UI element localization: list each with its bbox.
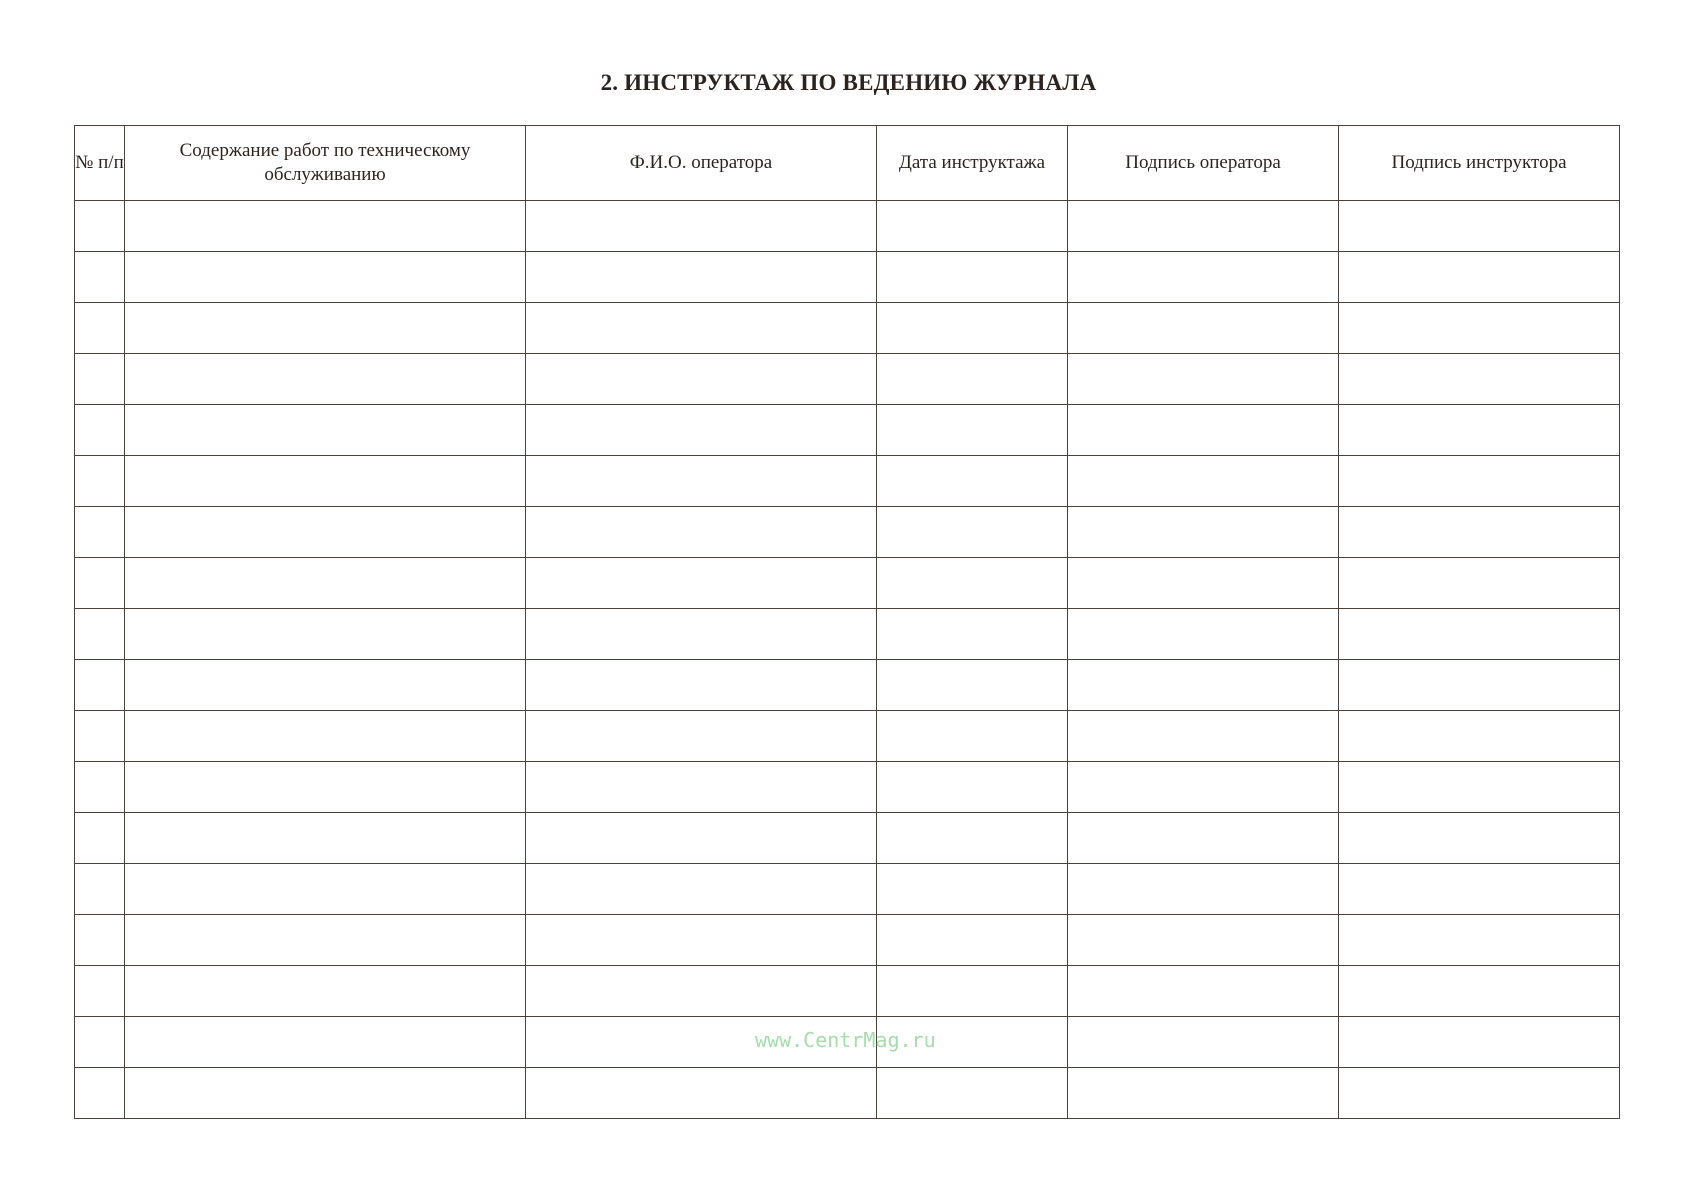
table-cell[interactable]: [1339, 354, 1620, 405]
table-cell[interactable]: [125, 660, 526, 711]
table-cell[interactable]: [877, 1068, 1068, 1119]
table-row: [75, 252, 1620, 303]
table-row: [75, 711, 1620, 762]
table-cell[interactable]: [75, 507, 125, 558]
table-cell[interactable]: [75, 966, 125, 1017]
table-cell[interactable]: [1068, 762, 1339, 813]
table-row: [75, 813, 1620, 864]
table-cell[interactable]: [125, 507, 526, 558]
table-cell[interactable]: [125, 201, 526, 252]
table-row: [75, 660, 1620, 711]
column-header-operator-name: Ф.И.О. оператора: [526, 126, 877, 201]
table-cell[interactable]: [877, 762, 1068, 813]
table-cell[interactable]: [1339, 252, 1620, 303]
table-cell[interactable]: [75, 1017, 125, 1068]
table-cell[interactable]: [877, 864, 1068, 915]
table-cell[interactable]: [75, 609, 125, 660]
journal-table: [74, 125, 1620, 1119]
table-cell[interactable]: [1068, 1017, 1339, 1068]
table-cell[interactable]: [1339, 813, 1620, 864]
table-cell[interactable]: [877, 201, 1068, 252]
table-cell[interactable]: [526, 507, 877, 558]
table-cell[interactable]: [125, 1017, 526, 1068]
table-row: [75, 966, 1620, 1017]
table-cell[interactable]: [125, 762, 526, 813]
table-cell[interactable]: [526, 1068, 877, 1119]
table-cell[interactable]: [1339, 762, 1620, 813]
table-cell[interactable]: [75, 864, 125, 915]
table-cell[interactable]: [1339, 660, 1620, 711]
table-cell[interactable]: [125, 405, 526, 456]
table-row: [75, 558, 1620, 609]
table-row: [75, 303, 1620, 354]
table-cell[interactable]: [526, 303, 877, 354]
table-cell[interactable]: [125, 915, 526, 966]
table-cell[interactable]: [75, 201, 125, 252]
table-cell[interactable]: [1339, 456, 1620, 507]
table-cell[interactable]: [1068, 201, 1339, 252]
table-cell[interactable]: [1339, 1068, 1620, 1119]
table-cell[interactable]: [75, 558, 125, 609]
table-cell[interactable]: [526, 660, 877, 711]
table-cell[interactable]: [75, 915, 125, 966]
table-cell[interactable]: [1068, 660, 1339, 711]
table-cell[interactable]: [75, 660, 125, 711]
table-cell[interactable]: [75, 456, 125, 507]
table-row: [75, 762, 1620, 813]
table-cell[interactable]: [1068, 609, 1339, 660]
table-row: [75, 405, 1620, 456]
table-cell[interactable]: [877, 813, 1068, 864]
table-header-row: [75, 126, 1620, 201]
table-cell[interactable]: [125, 558, 526, 609]
table-cell[interactable]: [877, 558, 1068, 609]
table-cell[interactable]: [75, 303, 125, 354]
column-header-instructor-signature: Подпись инструктора: [1339, 126, 1620, 201]
table-cell[interactable]: [1068, 456, 1339, 507]
column-header-number: № п/п: [75, 126, 125, 201]
table-cell[interactable]: [877, 711, 1068, 762]
table-row: [75, 456, 1620, 507]
table-cell[interactable]: [877, 507, 1068, 558]
watermark: www.CentrMag.ru: [755, 1028, 936, 1052]
table-cell[interactable]: [1068, 813, 1339, 864]
table-cell[interactable]: [526, 609, 877, 660]
table-cell[interactable]: [877, 966, 1068, 1017]
table-cell[interactable]: [877, 354, 1068, 405]
table-cell[interactable]: [1068, 405, 1339, 456]
table-cell[interactable]: [1068, 303, 1339, 354]
table-cell[interactable]: [75, 405, 125, 456]
table-cell[interactable]: [125, 303, 526, 354]
table-cell[interactable]: [1339, 915, 1620, 966]
table-cell[interactable]: [125, 609, 526, 660]
table-cell[interactable]: [125, 711, 526, 762]
table-row: [75, 915, 1620, 966]
table-cell[interactable]: [1339, 201, 1620, 252]
table-cell[interactable]: [526, 711, 877, 762]
table-cell[interactable]: [526, 864, 877, 915]
column-header-operator-signature: Подпись оператора: [1068, 126, 1339, 201]
table-cell[interactable]: [1068, 252, 1339, 303]
table-cell[interactable]: [1339, 711, 1620, 762]
table-cell[interactable]: [1068, 711, 1339, 762]
column-header-briefing-date: Дата инструктажа: [877, 126, 1068, 201]
table-cell[interactable]: [125, 252, 526, 303]
table-cell[interactable]: [1339, 864, 1620, 915]
table-cell[interactable]: [1068, 864, 1339, 915]
table-cell[interactable]: [526, 252, 877, 303]
table-cell[interactable]: [877, 915, 1068, 966]
table-cell[interactable]: [1068, 507, 1339, 558]
table-cell[interactable]: [877, 660, 1068, 711]
table-cell[interactable]: [526, 762, 877, 813]
table-cell[interactable]: [526, 405, 877, 456]
table-cell[interactable]: [75, 711, 125, 762]
table-cell[interactable]: [1339, 405, 1620, 456]
table-cell[interactable]: [125, 864, 526, 915]
table-cell[interactable]: [526, 354, 877, 405]
table-cell[interactable]: [1068, 966, 1339, 1017]
column-header-work-content: Содержание работ по техническому обслуживанию: [125, 126, 526, 201]
table-cell[interactable]: [526, 558, 877, 609]
table-cell[interactable]: [125, 813, 526, 864]
table-body: [75, 201, 1620, 1119]
table-cell[interactable]: [125, 456, 526, 507]
table-cell[interactable]: [125, 354, 526, 405]
table-cell[interactable]: [1339, 609, 1620, 660]
table-row: [75, 201, 1620, 252]
table-cell[interactable]: [1068, 558, 1339, 609]
table-cell[interactable]: [125, 966, 526, 1017]
table-cell[interactable]: [1068, 1068, 1339, 1119]
table-cell[interactable]: [877, 609, 1068, 660]
page-title: 2. ИНСТРУКТАЖ ПО ВЕДЕНИЮ ЖУРНАЛА: [600, 70, 1097, 95]
table-row: [75, 609, 1620, 660]
table-cell[interactable]: [526, 201, 877, 252]
table-cell[interactable]: [75, 252, 125, 303]
table-cell[interactable]: [526, 456, 877, 507]
table-cell[interactable]: [1068, 915, 1339, 966]
table-cell[interactable]: [1339, 507, 1620, 558]
table-row: [75, 1068, 1620, 1119]
table-cell[interactable]: [75, 813, 125, 864]
table-cell[interactable]: [877, 405, 1068, 456]
table-cell[interactable]: [526, 966, 877, 1017]
table-cell[interactable]: [75, 354, 125, 405]
table-row: [75, 864, 1620, 915]
table-cell[interactable]: [1068, 354, 1339, 405]
table-cell[interactable]: [877, 456, 1068, 507]
table-cell[interactable]: [526, 813, 877, 864]
table-cell[interactable]: [1339, 1017, 1620, 1068]
table-cell[interactable]: [526, 915, 877, 966]
table-row: [75, 354, 1620, 405]
table-cell[interactable]: [877, 303, 1068, 354]
table-cell[interactable]: [1339, 558, 1620, 609]
table-cell[interactable]: [1339, 966, 1620, 1017]
table-cell[interactable]: [1339, 303, 1620, 354]
table-cell[interactable]: [75, 762, 125, 813]
table-cell[interactable]: [877, 252, 1068, 303]
table-cell[interactable]: [75, 1068, 125, 1119]
table-row: [75, 507, 1620, 558]
table-cell[interactable]: [125, 1068, 526, 1119]
